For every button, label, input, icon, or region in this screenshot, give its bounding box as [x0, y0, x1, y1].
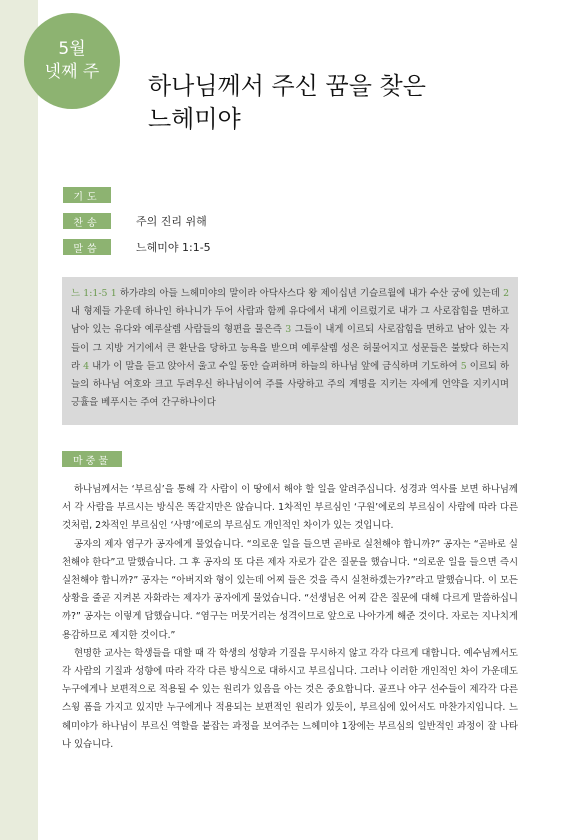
meditation-paragraph: 공자의 제자 염구가 공자에게 물었습니다. “의로운 일을 들으면 곧바로 실천해야 합니까?” 공자는 “곧바로 실천해야 한다”고 말했습니다. 그 후 공자의 또 다른 제자 자로가 같은 질문을 했습니다. “의로운 일을 들으면 즉시 실천해야 합니까?” 공자는 “아버지와 형이 있는데 어찌 들은 것을 즉시 실천하겠는가?”라고 말했습니다. 이 모든 상황을 줄곧 지켜본 자화라는 제자가 공자에게 물었습니다. “선생님은 어찌 같은 질문에 대해 다르게 말씀하십니까?” 공자는 이렇게 답했습니다. “염구는 머뭇거리는 성격이므로 앞으로 나아가게 해준 것이다. 자로는 지나치게 용감하므로 제지한 것이다.”	[62, 538, 518, 641]
hymn-text: 주의 진리 위해	[136, 215, 207, 228]
week-number: 넷째 주	[44, 62, 100, 82]
prayer-tag: 기도	[63, 187, 111, 203]
title-line-2: 느헤미야	[148, 105, 241, 133]
scripture-box	[62, 277, 518, 425]
verse-text: 내 형제들 가운데 하나인 하나니가 두어 사람과 함께 유다에서 내게 이르렀기로 내가 그 사로잡힘을 면하고 남아 있는 유다와 예루살렘 사람들의 형편을 물은즉	[71, 306, 509, 336]
verse-number: 2	[503, 288, 510, 299]
verse-text: 이르되 하늘의 하나님 여호와 크고 두려우신 하나님이여 주를 사랑하고 주의 계명을 지키는 자에게 언약을 지키시며 긍휼을 베푸시는 주여 간구하나이다	[71, 360, 509, 409]
scripture-reference: 느 1:1-5	[71, 288, 108, 299]
verse-number: 5	[460, 360, 467, 372]
hymn-tag: 찬송	[63, 213, 111, 229]
verse-text: 하가랴의 아들 느헤미야의 말이라 아닥사스다 왕 제이십년 기슬르월에 내가 수산 궁에 있는데	[120, 288, 500, 299]
meditation-body	[62, 481, 518, 754]
verse-number: 4	[83, 360, 90, 372]
verse-text: 그들이 내게 이르되 사로잡힘을 면하고 남아 있는 자들이 그 지방 거기에서 큰 환난을 당하고 능욕을 받으며 예루살렘 성은 허물어지고 성문들은 불탔다 하는지라	[71, 324, 509, 372]
scripture-ref-text: 느헤미야 1:1-5	[136, 241, 211, 254]
meditation-paragraph: 현명한 교사는 학생들을 대할 때 각 학생의 성향과 기질을 무시하지 않고 각각 다르게 대합니다. 예수님께서도 각 사람의 기질과 성향에 따라 각각 다른 방식으로 대하시고 부르십니다. 그러나 이러한 개인적인 차이 가운데도 누구에게나 보편적으로 적용될 수 있는 원리가 있음을 아는 것은 중요합니다. 골프나 야구 선수들이 제각각 다른 스윙 폼을 가지고 있지만 누구에게나 적용되는 보편적인 원리가 있듯이, 부르심에 있어서도 마찬가지입니다. 느헤미야가 하나님이 부르신 역할을 붙잡는 과정을 보여주는 느헤미야 1장에는 부르심의 일반적인 과정이 잘 나타나 있습니다.	[62, 647, 518, 750]
prayer-row	[63, 187, 136, 203]
week-month: 5월	[58, 39, 86, 59]
meditation-paragraph: 하나님께서는 ‘부르심’을 통해 각 사람이 이 땅에서 해야 할 일을 알려주십니다. 성경과 역사를 보면 하나님께서 각 사람을 부르시는 방식은 똑같지만은 않습니다. 1차적인 부르심인 ‘구원’에로의 부르심이 사람에 따라 다른 것처럼, 2차적인 부르심인 ‘사명’에로의 부르심도 개인적인 차이가 있는 것입니다.	[62, 484, 518, 532]
week-badge	[24, 13, 120, 109]
title-line-1: 하나님께서 주신 꿈을 찾은	[148, 72, 426, 100]
scripture-row	[63, 239, 211, 255]
page-title	[148, 70, 478, 136]
verse-number: 1	[110, 288, 117, 299]
scripture-tag: 말씀	[63, 239, 111, 255]
verse-text: 내가 이 말을 듣고 앉아서 울고 수일 동안 슬퍼하며 하늘의 하나님 앞에 금식하며 기도하여	[92, 360, 458, 372]
verse-number: 3	[285, 324, 292, 336]
hymn-row	[63, 213, 207, 229]
meditation-tag: 마중물	[62, 451, 122, 467]
